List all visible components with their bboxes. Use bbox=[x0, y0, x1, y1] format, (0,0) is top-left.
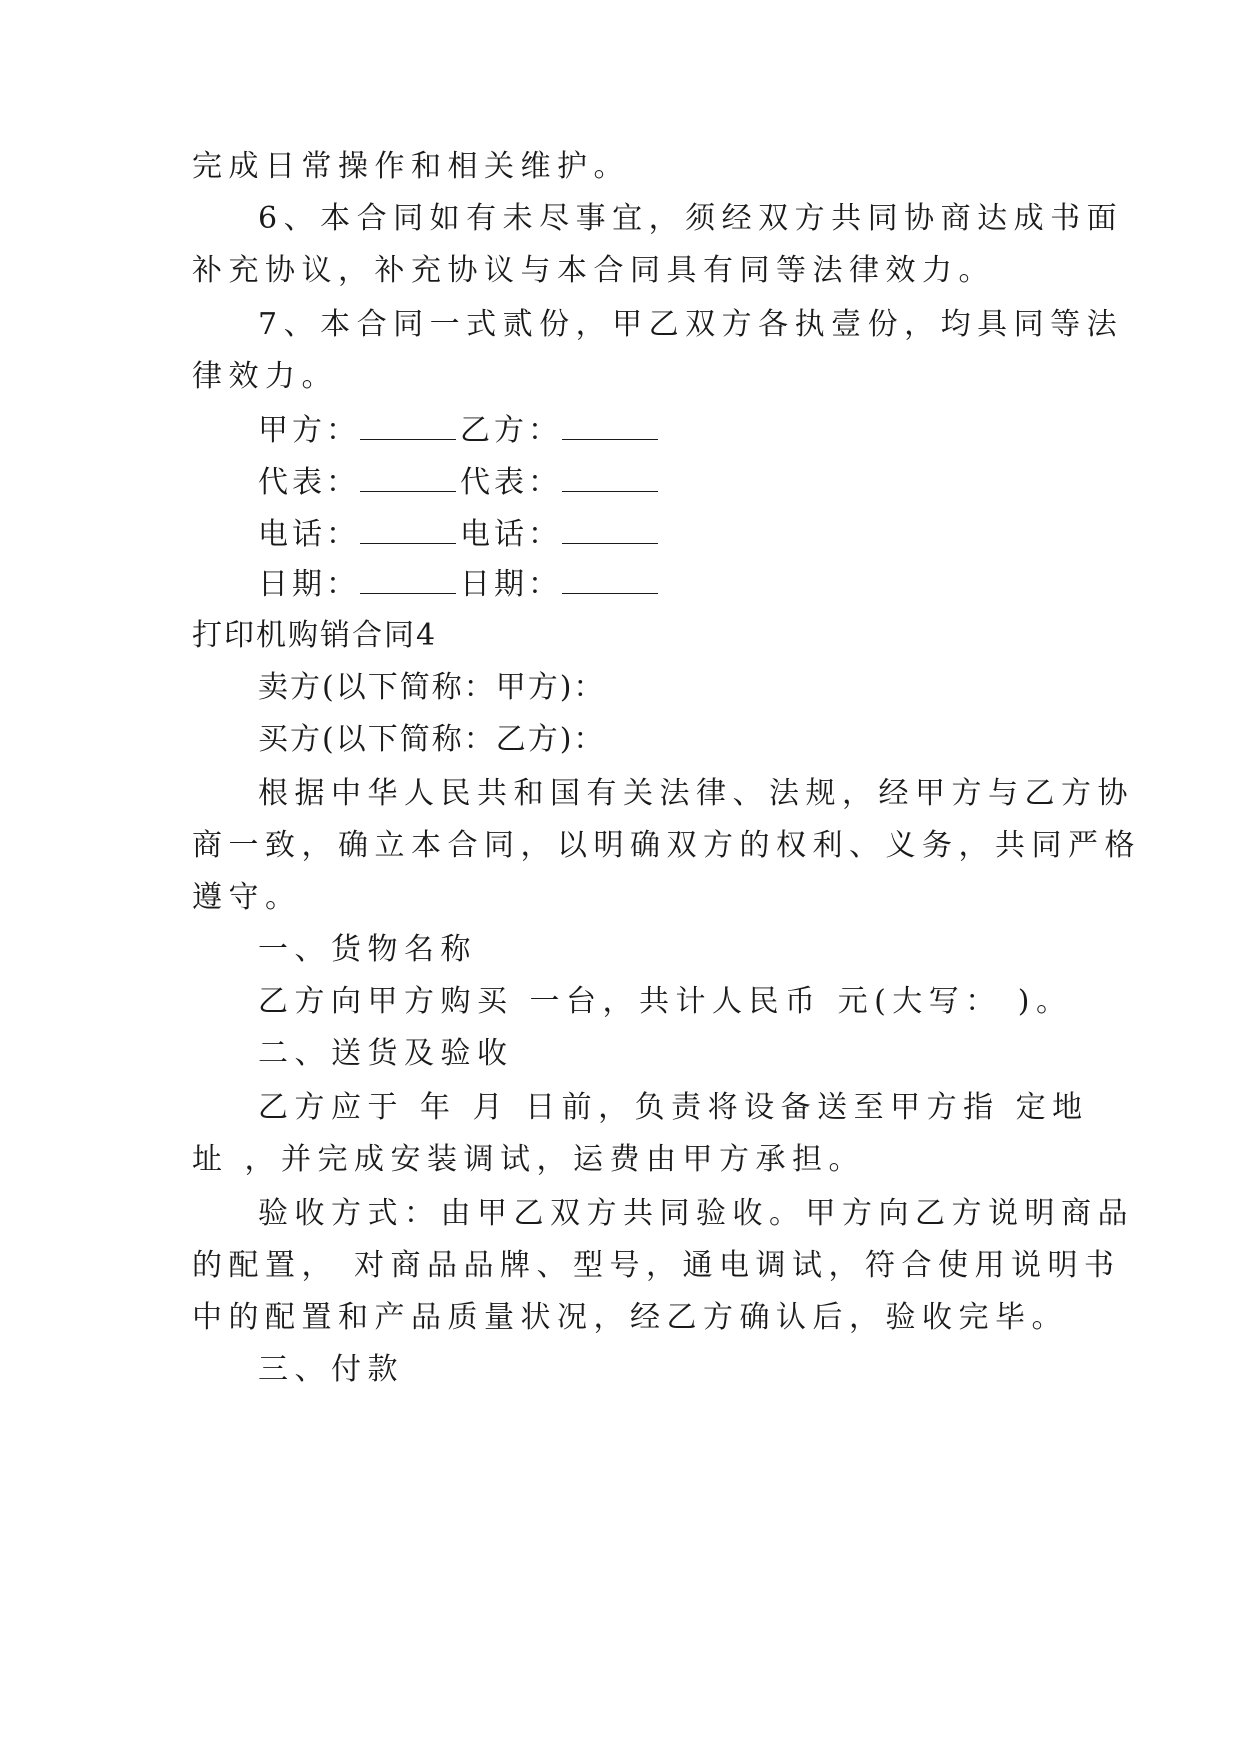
contract-title: 打印机购销合同4 bbox=[192, 618, 438, 653]
section-3-heading: 三、付款 bbox=[258, 1352, 404, 1387]
buyer-line: 买方(以下简称：乙方)： bbox=[258, 722, 606, 757]
clause-7-line-2: 律效力。 bbox=[192, 359, 338, 394]
delivery-line-1: 乙方应于 年 月 日前，负责将设备送至甲方指 定地 bbox=[258, 1090, 1089, 1125]
party-a-label: 甲方： bbox=[258, 413, 360, 448]
phone-a-blank bbox=[360, 513, 456, 544]
date-b-blank bbox=[562, 563, 658, 594]
signature-row-representative bbox=[258, 461, 662, 503]
signature-row-date bbox=[258, 563, 662, 605]
preamble-line-1: 根据中华人民共和国有关法律、法规，经甲方与乙方协 bbox=[258, 776, 1134, 811]
party-b-label: 乙方： bbox=[460, 413, 562, 448]
date-a-blank bbox=[360, 563, 456, 594]
party-b-blank bbox=[562, 409, 658, 440]
acceptance-line-2: 的配置， 对商品品牌、型号，通电调试，符合使用说明书 bbox=[192, 1248, 1121, 1283]
section-1-body: 乙方向甲方购买 一台，共计人民币 元(大写： )。 bbox=[258, 984, 1073, 1019]
paragraph-line: 完成日常操作和相关维护。 bbox=[192, 149, 630, 184]
seller-line: 卖方(以下简称：甲方)： bbox=[258, 670, 606, 705]
preamble-line-2: 商一致，确立本合同，以明确双方的权利、义务，共同严格 bbox=[192, 828, 1141, 863]
signature-row-party bbox=[258, 409, 662, 451]
clause-6-line-2: 补充协议，补充协议与本合同具有同等法律效力。 bbox=[192, 253, 995, 288]
acceptance-line-3: 中的配置和产品质量状况，经乙方确认后，验收完毕。 bbox=[192, 1300, 1068, 1335]
acceptance-line-1: 验收方式：由甲乙双方共同验收。甲方向乙方说明商品 bbox=[258, 1196, 1134, 1231]
phone-a-label: 电话： bbox=[258, 517, 360, 552]
phone-b-label: 电话： bbox=[460, 517, 562, 552]
delivery-line-2: 址 ，并完成安装调试，运费由甲方承担。 bbox=[192, 1142, 866, 1177]
rep-b-blank bbox=[562, 461, 658, 492]
date-b-label: 日期： bbox=[460, 567, 562, 602]
section-2-heading: 二、送货及验收 bbox=[258, 1036, 514, 1071]
rep-a-label: 代表： bbox=[258, 465, 360, 500]
date-a-label: 日期： bbox=[258, 567, 360, 602]
preamble-line-3: 遵守。 bbox=[192, 880, 302, 915]
clause-7-line-1: 7、本合同一式贰份，甲乙双方各执壹份，均具同等法 bbox=[258, 307, 1124, 342]
section-1-heading: 一、货物名称 bbox=[258, 932, 477, 967]
phone-b-blank bbox=[562, 513, 658, 544]
rep-a-blank bbox=[360, 461, 456, 492]
clause-6-line-1: 6、本合同如有未尽事宜，须经双方共同协商达成书面 bbox=[258, 201, 1124, 236]
rep-b-label: 代表： bbox=[460, 465, 562, 500]
party-a-blank bbox=[360, 409, 456, 440]
signature-row-phone bbox=[258, 513, 662, 555]
